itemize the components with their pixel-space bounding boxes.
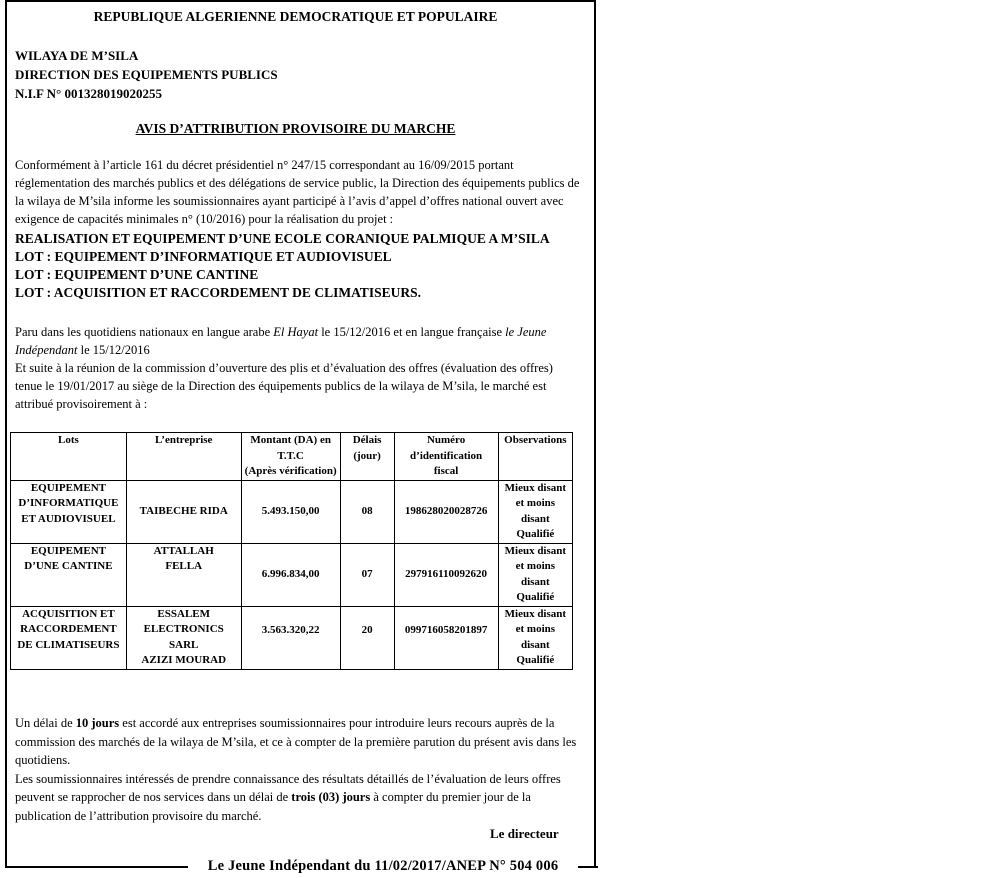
arabic-newspaper: El Hayat [273,325,319,339]
issuer-block [15,46,278,103]
closing-text: Un délai de [15,716,76,730]
cell-nif: 198628020028726 [394,480,498,543]
consultation-delay: trois (03) jours [291,790,371,804]
lot-line: LOT : ACQUISITION ET RACCORDEMENT DE CLIMATISEURS. [15,285,421,300]
col-header-entreprise: L’entreprise [126,433,241,481]
col-header-lots: Lots [11,433,127,481]
project-block [15,230,585,302]
recourse-delay: 10 jours [75,716,120,730]
table-header-row [11,433,573,481]
lot-line: LOT : EQUIPEMENT D’INFORMATIQUE ET AUDIOVISUEL [15,249,392,264]
cell-montant: 3.563.320,22 [241,606,340,669]
lot-line: LOT : EQUIPEMENT D’UNE CANTINE [15,267,259,282]
footer-rule-right [578,866,598,868]
project-line: REALISATION ET EQUIPEMENT D’UNE ECOLE CORANIQUE PALMIQUE A M’SILA [15,231,550,246]
col-header-delais: Délais (jour) [340,433,394,481]
cell-montant: 5.493.150,00 [241,480,340,543]
publication-text: le 15/12/2016 et en langue française [318,325,506,339]
cell-montant: 6.996.834,00 [241,543,340,606]
cell-lot: EQUIPEMENT D’INFORMATIQUE ET AUDIOVISUEL [11,480,127,543]
cell-delais: 20 [340,606,394,669]
cell-entreprise: ATTALLAH FELLA [126,543,241,606]
col-header-numero: Numéro d’identification fiscal [394,433,498,481]
notice-title: AVIS D’ATTRIBUTION PROVISOIRE DU MARCHE [135,121,456,136]
signature: Le directeur [490,826,559,841]
cell-nif: 297916110092620 [394,543,498,606]
cell-delais: 07 [340,543,394,606]
publication-paragraph [15,323,580,413]
cell-delais: 08 [340,480,394,543]
cell-lot: EQUIPEMENT D’UNE CANTINE [11,543,127,606]
table-row [11,606,573,669]
nif-line: N.I.F N° 001328019020255 [15,86,162,101]
footer-rule-left [5,866,188,868]
closing-paragraph [15,714,580,825]
wilaya-line: WILAYA DE M’SILA [15,48,139,63]
cell-nif: 099716058201897 [394,606,498,669]
commission-text: Et suite à la réunion de la commission d’ouverture des plis et d’évaluation des offres (évaluation des offres) tenue le 19/01/2017 au siège de la Direction des équipements publics de la wilaya de M’sila, le marché est attribué provisoirement à : [15,361,553,411]
table-row [11,480,573,543]
cell-lot: ACQUISITION ET RACCORDEMENT DE CLIMATISEURS [11,606,127,669]
cell-entreprise: ESSALEM ELECTRONICS SARL AZIZI MOURAD [126,606,241,669]
consultation-text: Les soumissionnaires intéressés de prendre connaissance des résultats détaillés de l’évaluation de leurs offres peuvent se rapprocher de nos services dans un délai de trois (03) jours à compter du premier jour de la publication de l’attribution provisoire du marché. [15,771,561,823]
cell-observations: Mieux disant et moins disant Qualifié [498,480,572,543]
col-header-montant: Montant (DA) en T.T.C (Après vérification) [241,433,340,481]
attribution-table [10,432,573,670]
table-row [11,543,573,606]
cell-entreprise: TAIBECHE RIDA [126,480,241,543]
publication-text: Paru dans les quotidiens nationaux en langue arabe [15,325,274,339]
footer-publication: Le Jeune Indépendant du 11/02/2017/ANEP N° 504 006 [190,858,576,875]
cell-observations: Mieux disant et moins disant Qualifié [498,606,572,669]
col-header-observations: Observations [498,433,572,481]
country-heading: REPUBLIQUE ALGERIENNE DEMOCRATIQUE ET POPULAIRE [93,9,498,24]
cell-observations: Mieux disant et moins disant Qualifié [498,543,572,606]
publication-text: le 15/12/2016 [77,343,150,357]
direction-line: DIRECTION DES EQUIPEMENTS PUBLICS [15,67,278,82]
french-newspaper: le Jeune Indépendant [15,325,547,357]
intro-paragraph: Conformément à l’article 161 du décret présidentiel n° 247/15 correspondant au 16/09/2015 portant réglementation des marchés publics et des délégations de service public, la Direction des équipements publics de la wilaya de M’sila informe les soumissionnaires ayant participé à l’avis d’appel d’offres national ouvert avec exigence de capacités minimales n° (10/2016) pour la réalisation du projet : [15,158,580,226]
closing-text: est accordé aux entreprises soumissionnaires pour introduire leurs recours auprès de la commission des marchés de la wilaya de M’sila, et ce à compter de la première parution du présent avis dans les quotidiens. [15,716,577,767]
